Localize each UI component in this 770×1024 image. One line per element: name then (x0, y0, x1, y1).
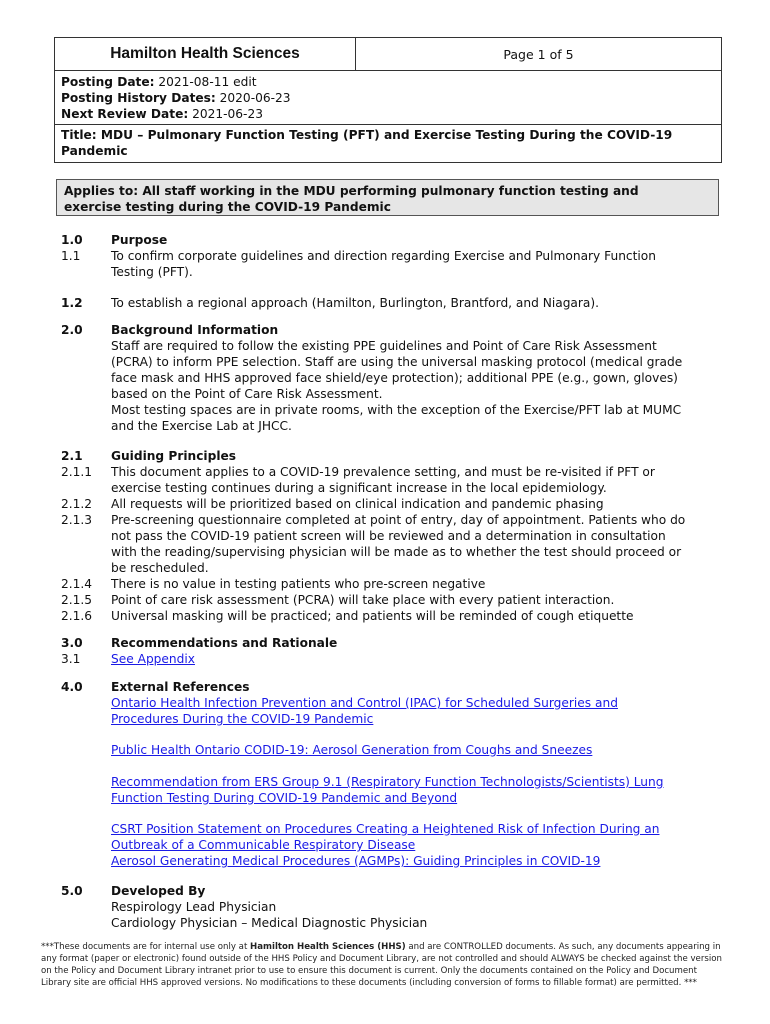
posting-date: 2021-08-11 edit (158, 75, 257, 89)
posting-date-label: Posting Date: (61, 75, 155, 89)
reference-3 (61, 774, 721, 806)
see-appendix-link[interactable]: See Appendix (111, 652, 195, 666)
section-heading: Purpose (111, 233, 168, 247)
posting-history-label: Posting History Dates: (61, 91, 216, 105)
section-developed-by: 5.0 Developed By Respirology Lead Physician Cardiology Physician – Medical Diagnostic Physician (61, 883, 721, 931)
section-guiding-principles: 2.1 Guiding Principles 2.1.1 This document applies to a COVID-19 prevalence setting, and must be re-visited if PFT or exercise testing continues during a significant increase in the local epidemiology. 2.1.2 All requests will be prioritized based on clinical indication and pandemic phasing 2.1.3 Pre-screening questionnaire completed at point of entry, day of appointment. Patients who do not pass the COVID-19 patient screen will be reviewed and a determination in consultation with the reading/supervising physician will be made as to whether the test should proceed or be rescheduled. 2.1.4 There is no value in testing patients who pre-screen negative 2.1.5 Point of care risk assessment (PCRA) will take place with every patient interaction. 2.1.6 Universal masking will be practiced; and patients will be reminded of cough etiquette (61, 448, 721, 624)
next-review-date: 2021-06-23 (192, 107, 263, 121)
ers-reference-link[interactable]: Recommendation from ERS Group 9.1 (Respiratory Function Technologists/Scientists) Lung Function Testing During COVID-19 Pandemic and Beyond (111, 775, 664, 805)
header-top-row (55, 38, 721, 71)
ipac-reference-link[interactable]: Ontario Health Infection Prevention and Control (IPAC) for Scheduled Surgeries and Procedures During the COVID-19 Pandemic (111, 696, 618, 726)
pho-reference-link[interactable]: Public Health Ontario CODID-19: Aerosol Generation from Coughs and Sneezes (111, 743, 593, 757)
applies-to-box: Applies to: All staff working in the MDU performing pulmonary function testing and exercise testing during the COVID-19 Pandemic (56, 179, 719, 216)
agmp-reference-link[interactable]: Aerosol Generating Medical Procedures (AGMPs): Guiding Principles in COVID-19 (111, 854, 601, 868)
section-heading: Background Information (111, 323, 279, 337)
document-title: Title: MDU – Pulmonary Function Testing (PFT) and Exercise Testing During the COVID-19 Pandemic (61, 128, 673, 158)
section-background: 2.0 Background Information Staff are required to follow the existing PPE guidelines and Point of Care Risk Assessment (PCRA) to inform PPE selection. Staff are using the universal masking protocol (medical grade face mask and HHS approved face shield/eye protection); additional PPE (e.g., gown, gloves) based on the Point of Care Risk Assessment. Most testing spaces are in private rooms, with the exception of the Exercise/PFT lab at MUMC and the Exercise Lab at JHCC. (61, 322, 721, 434)
csrt-reference-link[interactable]: CSRT Position Statement on Procedures Creating a Heightened Risk of Infection During an Outbreak of a Communicable Respiratory Disease (111, 822, 660, 852)
section-heading: Guiding Principles (111, 449, 237, 463)
section-heading: Developed By (111, 884, 206, 898)
section-heading: Recommendations and Rationale (111, 636, 338, 650)
posting-history-date: 2020-06-23 (219, 91, 291, 105)
section-recommendations: 3.0 Recommendations and Rationale 3.1 See Appendix (61, 635, 721, 667)
section-purpose: 1.0 Purpose 1.1 To confirm corporate guidelines and direction regarding Exercise and Pulmonary Function Testing (PFT). (61, 232, 721, 280)
document-header (54, 37, 722, 163)
section-1-2: 1.2 To establish a regional approach (Hamilton, Burlington, Brantford, and Niagara). (61, 296, 600, 310)
posting-metadata (55, 71, 721, 125)
next-review-label: Next Review Date: (61, 107, 189, 121)
organization-name: Hamilton Health Sciences (55, 38, 356, 70)
reference-2 (61, 742, 721, 758)
page-number: Page 1 of 5 (503, 46, 574, 62)
section-external-references: 4.0 External References Ontario Health Infection Prevention and Control (IPAC) for Scheduled Surgeries and Procedures During the COVID-19 Pandemic (61, 679, 721, 727)
footer-disclaimer: ***These documents are for internal use only at Hamilton Health Sciences (HHS) and are CONTROLLED documents. As such, any documents appearing in any format (paper or electronic) found outside of the HHS Policy and Document Library, are not controlled and should ALWAYS be checked against the version on the Policy and Document Library intranet prior to use to ensure this document is current. Only the documents contained on the Policy and Document Library site are official HHS approved versions. No modifications to these documents (including conversion of forms to fillable format) are permitted. *** (41, 942, 722, 988)
reference-4 (61, 821, 721, 869)
section-heading: External References (111, 680, 250, 694)
